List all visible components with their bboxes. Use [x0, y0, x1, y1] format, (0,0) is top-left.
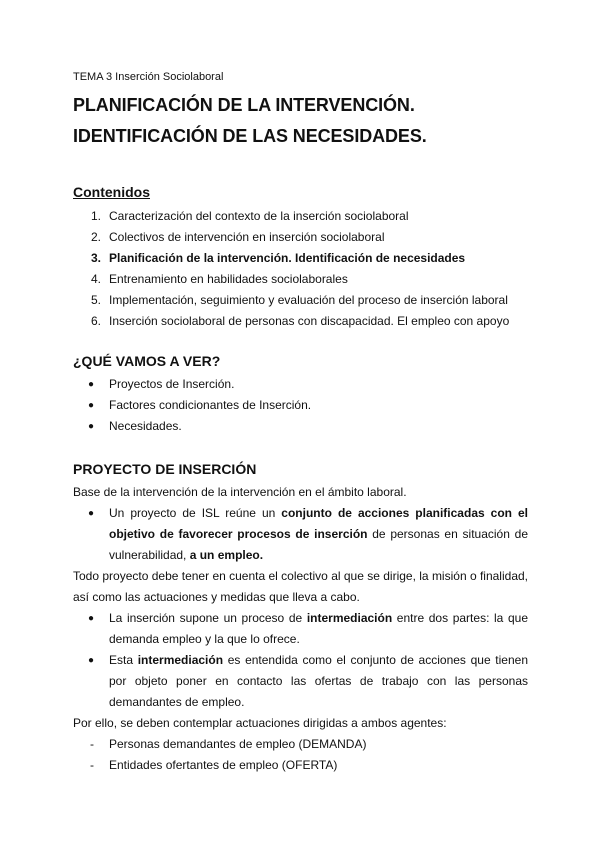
dash-icon: -	[90, 758, 94, 772]
document-page	[73, 70, 528, 776]
page-title	[73, 90, 528, 152]
contents-item-number: 1.	[90, 209, 101, 223]
contents-item	[73, 311, 528, 332]
overview-item	[73, 374, 528, 395]
text-run: entre dos partes: la que demanda empleo y la que lo ofrece.	[109, 611, 528, 646]
project-bullet	[73, 503, 528, 566]
contents-item-text: Inserción sociolaboral de personas con discapacidad. El empleo con apoyo	[109, 314, 510, 328]
project-paragraph-2: Todo proyecto debe tener en cuenta el colectivo al que se dirige, la misión o finalidad, así como las actuaciones y medidas que lleva a cabo.	[73, 569, 528, 604]
agents-list	[73, 734, 528, 776]
overview-item	[73, 395, 528, 416]
contents-item-text: Entrenamiento en habilidades sociolaborales	[109, 272, 348, 286]
contents-item-text: Colectivos de intervención en inserción sociolaboral	[109, 230, 385, 244]
contents-item-number: 5.	[90, 293, 101, 307]
dash-icon: -	[90, 737, 94, 751]
agent-item-text: Entidades ofertantes de empleo (OFERTA)	[109, 758, 338, 772]
agent-item-text: Personas demandantes de empleo (DEMANDA)	[109, 737, 367, 751]
contents-item-number: 6.	[90, 314, 101, 328]
bullet-icon: ●	[88, 613, 95, 624]
agent-item	[73, 755, 528, 776]
text-run-bold: intermediación	[306, 611, 393, 625]
subject-label: TEMA 3 Inserción Sociolaboral	[73, 71, 224, 83]
project-bullet-text	[109, 608, 528, 650]
contents-item-text: Implementación, seguimiento y evaluación del proceso de inserción laboral	[109, 293, 508, 307]
text-run: Un proyecto de ISL reúne un	[109, 506, 282, 520]
text-run-bold: a un empleo.	[189, 548, 264, 562]
text-run-bold: intermediación	[137, 653, 224, 667]
overview-item	[73, 416, 528, 437]
contents-list	[73, 206, 528, 332]
overview-item-text: Necesidades.	[109, 419, 182, 433]
contents-item	[73, 227, 528, 248]
agent-item	[73, 734, 528, 755]
overview-item-text: Proyectos de Inserción.	[109, 377, 235, 391]
bullet-icon: ●	[88, 379, 95, 390]
text-run: Esta	[109, 653, 138, 667]
contents-item-current	[73, 248, 528, 269]
bullet-icon: ●	[88, 421, 95, 432]
bullet-icon: ●	[88, 655, 95, 666]
contents-item-number: 4.	[90, 272, 101, 286]
project-bullet	[73, 608, 528, 650]
project-bullet	[73, 650, 528, 713]
project-heading: PROYECTO DE INSERCIÓN	[73, 461, 257, 477]
overview-item-text: Factores condicionantes de Inserción.	[109, 398, 312, 412]
contents-item-text: Planificación de la intervención. Identificación de necesidades	[109, 251, 466, 265]
project-paragraph-3: Por ello, se deben contemplar actuaciones dirigidas a ambos agentes:	[73, 716, 447, 730]
project-intro: Base de la intervención de la intervención en el ámbito laboral.	[73, 485, 407, 499]
title-line-1: PLANIFICACIÓN DE LA INTERVENCIÓN.	[73, 95, 415, 115]
text-run-bold: conjunto de acciones planificadas con el objetivo de favorecer procesos de inserción	[109, 506, 528, 541]
contents-item	[73, 290, 528, 311]
contents-item	[73, 206, 528, 227]
contents-item-number: 3.	[90, 251, 101, 265]
project-bullets-2	[73, 608, 528, 713]
text-run: La inserción supone un proceso de	[109, 611, 307, 625]
project-bullet-text	[109, 503, 528, 566]
overview-heading: ¿QUÉ VAMOS A VER?	[73, 353, 221, 369]
project-bullet-text	[109, 650, 528, 713]
text-run: es entendida como el conjunto de acciones que tienen por objeto poner en contacto las ofertas de trabajo con las personas demandantes de empleo.	[109, 653, 528, 709]
contents-item-number: 2.	[90, 230, 101, 244]
project-bullets-1	[73, 503, 528, 566]
bullet-icon: ●	[88, 400, 95, 411]
contents-heading: Contenidos	[73, 184, 150, 200]
contents-item	[73, 269, 528, 290]
contents-item-text: Caracterización del contexto de la inserción sociolaboral	[109, 209, 409, 223]
text-run: de personas en situación de vulnerabilidad,	[109, 527, 528, 562]
bullet-icon: ●	[88, 508, 95, 519]
title-line-2: IDENTIFICACIÓN DE LAS NECESIDADES.	[73, 126, 427, 146]
overview-list	[73, 374, 528, 437]
